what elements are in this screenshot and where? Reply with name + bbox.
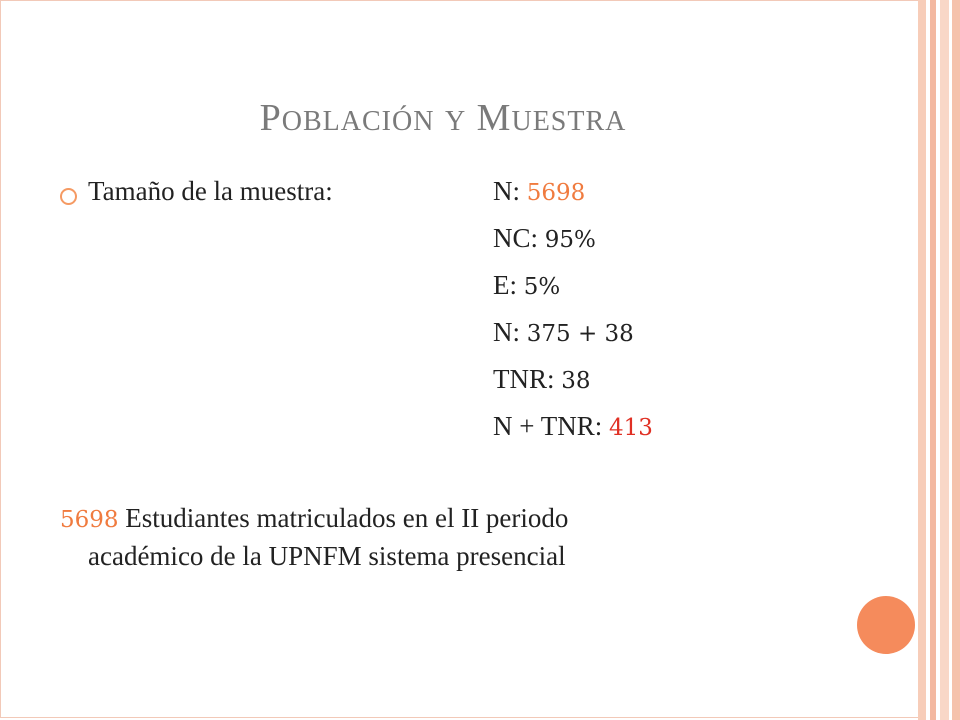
line-key: N: [493,176,527,206]
title-connector: Y [444,106,467,137]
title-rest: OBLACIÓN [281,106,435,137]
line-value: 5% [523,274,561,300]
sample-line [493,317,634,348]
paragraph-number: 5698 [60,507,119,533]
line-value: 413 [609,415,653,441]
stripe [952,0,960,720]
decorative-stripes [918,0,960,720]
paragraph-text: Estudiantes matriculados en el II periodo [118,503,569,533]
title-initial: P [259,97,282,139]
sample-line [493,223,596,254]
line-value: 5698 [526,180,586,206]
line-key: N + TNR: [493,411,609,441]
paragraph-line [60,503,568,534]
sample-line [493,364,591,395]
bullet-icon [60,188,77,205]
title-rest: UESTRA [511,106,627,137]
sample-line [493,411,653,442]
line-key: NC: [493,223,545,253]
line-key: N: [493,317,527,347]
bullet-label: Tamaño de la muestra: [88,176,333,206]
line-value: 375 + 38 [526,321,634,347]
paragraph-line: académico de la UPNFM sistema presencial [88,541,566,571]
line-value: 38 [561,368,591,394]
line-key: E: [493,270,524,300]
decorative-circle [857,596,915,654]
stripe [930,0,936,720]
line-value: 95% [544,227,596,253]
sample-line [493,270,560,301]
stripe [940,0,949,720]
stripe [918,0,926,720]
slide-title [0,96,886,140]
title-initial: M [476,97,512,139]
line-key: TNR: [493,364,562,394]
sample-line [493,176,585,207]
